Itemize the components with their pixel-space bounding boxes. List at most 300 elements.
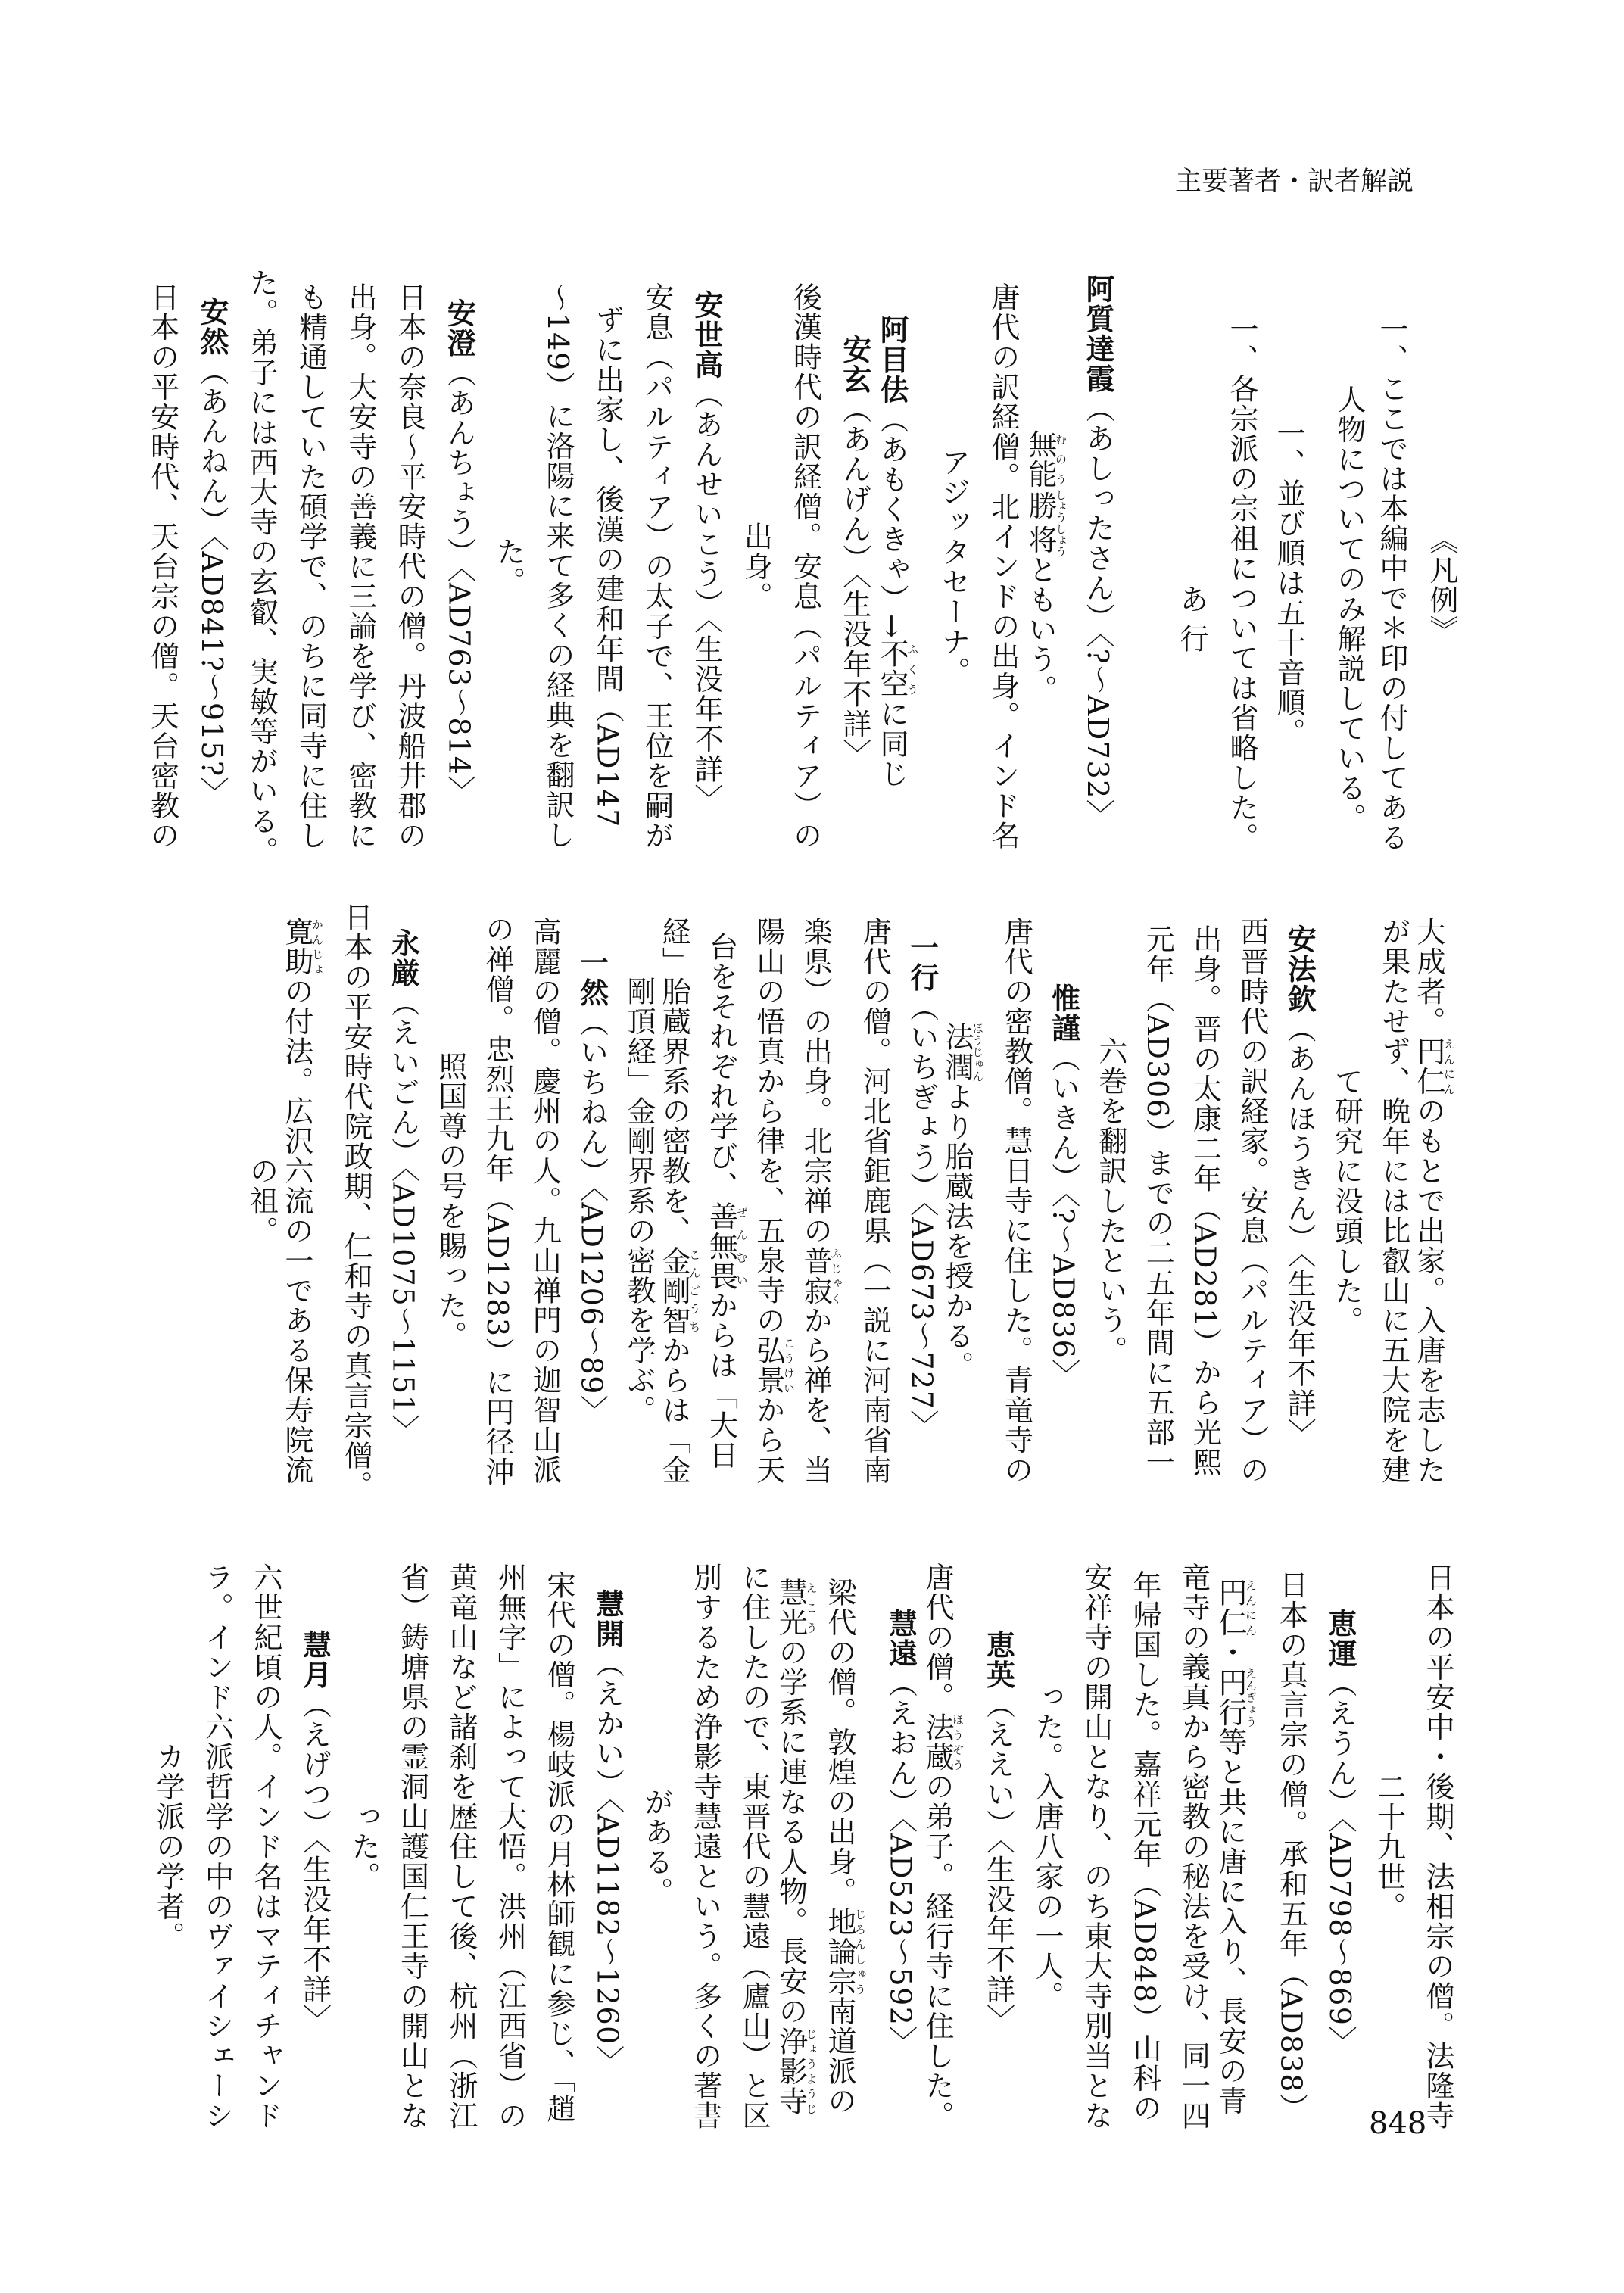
entry-text-line xyxy=(1013,1506,1062,2157)
furigana-reading: しょう xyxy=(1053,522,1068,557)
section-title xyxy=(1112,226,1206,877)
text-run: が果たせず、晩年には比叡山に五大院を建 xyxy=(1376,917,1410,1485)
text-run: 出身。大安寺の善義に三論を学び、密教に xyxy=(343,282,377,851)
text-run: 一、各宗派の宗祖については省略した。 xyxy=(1224,313,1258,852)
text-run: から天 xyxy=(751,1395,785,1485)
furigana-reading: ぜんむい xyxy=(734,1201,749,1291)
text-run: 陽山の悟真から律を、五泉寺の xyxy=(751,917,785,1336)
line-content xyxy=(417,1022,467,1351)
ruby-base: 金剛智 xyxy=(657,1245,691,1336)
ruby-annotated-word xyxy=(774,1578,818,1637)
ruby-base: 円仁 xyxy=(1411,1036,1445,1097)
text-run: からは「大日 xyxy=(704,1291,738,1470)
entry-text-line xyxy=(465,861,515,1512)
entry-heading-line xyxy=(424,226,477,877)
text-run: ずに出家し、後漢の建和年間（AD147 xyxy=(591,305,625,828)
text-run: からは「金 xyxy=(657,1335,691,1485)
text-run: 西晋時代の訳経家。安息（パルティア）の xyxy=(1235,917,1269,1485)
line-content xyxy=(1112,441,1206,663)
entry-text-line xyxy=(1159,1506,1211,2157)
furigana-reading: じょうようじ xyxy=(804,2026,818,2116)
text-run: 出身。晋の太康二年（AD281）から光熙 xyxy=(1188,924,1222,1478)
entry-heading-line xyxy=(964,1506,1016,2157)
text-run: 等と共に唐に入り、長安の青 xyxy=(1214,1727,1247,2116)
line-content xyxy=(1067,274,1115,830)
line-content xyxy=(622,253,674,851)
entry-text-line xyxy=(795,861,842,1512)
entry-heading-line xyxy=(370,861,421,1512)
entry-text-line xyxy=(326,226,375,877)
line-content xyxy=(820,335,872,769)
text-run: （あんねん）〈AD841?〜915?〉 xyxy=(195,356,229,808)
line-content xyxy=(226,238,279,866)
furigana-reading: ほうぞう xyxy=(951,1712,965,1772)
line-content xyxy=(918,418,971,687)
entry-text-line xyxy=(475,1506,525,2157)
line-content xyxy=(842,887,892,1485)
line-content xyxy=(1078,1007,1125,1366)
text-run: （えうん）〈AD798〜869〉 xyxy=(1323,1668,1357,2056)
text-run: 経」胎蔵界系の密教を、 xyxy=(657,917,691,1246)
line-content xyxy=(1257,1541,1306,2123)
text-run: の祖。 xyxy=(245,1156,279,1246)
entry-text-line xyxy=(1172,861,1222,1512)
text-run: 〜149）に洛陽に来て多くの経典を翻訳し xyxy=(541,283,575,850)
line-content xyxy=(768,1548,818,2116)
line-content xyxy=(1256,357,1303,748)
entry-text-line xyxy=(1408,861,1455,1512)
text-run: 日本の真言宗の僧。承和五年（AD838） xyxy=(1274,1570,1308,2123)
line-content xyxy=(869,315,918,789)
entry-text-line xyxy=(134,1506,183,2157)
text-run: 年帰国した。嘉祥元年（AD848）山科の xyxy=(1128,1570,1161,2123)
entry-headword: 阿質達霞 xyxy=(1080,274,1115,394)
line-content xyxy=(1018,400,1067,705)
line-content xyxy=(323,873,373,1500)
entry-text-line xyxy=(720,1506,769,2157)
entry-text-line xyxy=(968,226,1020,877)
entry-text-line xyxy=(226,226,279,877)
ruby-annotated-word xyxy=(1214,1578,1258,1637)
line-content xyxy=(983,887,1033,1485)
text-run: （あもくきゃ）→ xyxy=(875,404,909,640)
entry-headword: 慧開 xyxy=(591,1588,625,1649)
text-run: 六巻を翻訳したという。 xyxy=(1093,1036,1127,1366)
furigana-reading: ふくう xyxy=(906,639,920,699)
ruby-annotated-word xyxy=(1023,488,1068,523)
line-content xyxy=(280,1630,332,2034)
entry-heading-line xyxy=(573,1506,625,2157)
entry-headword: 恵運 xyxy=(1323,1608,1357,1668)
entry-text-line xyxy=(622,1506,672,2157)
entry-text-line xyxy=(276,861,323,1512)
text-run: 照国尊の号を賜った。 xyxy=(433,1051,467,1351)
text-run: （えげつ）〈生没年不詳〉 xyxy=(298,1690,332,2034)
entry-text-line xyxy=(229,861,279,1512)
ruby-base: 地論宗 xyxy=(823,1906,856,1996)
text-run: 一、並び順は五十音順。 xyxy=(1271,418,1305,748)
furigana-reading: えんにん xyxy=(1244,1578,1258,1637)
line-content xyxy=(770,253,822,851)
text-run: に住したので、東晋代の慧遠（廬山）と区 xyxy=(737,1562,771,2131)
line-content xyxy=(134,1712,183,1952)
line-content xyxy=(182,1533,232,2131)
line-content xyxy=(700,902,747,1470)
furigana-reading: かんじょ xyxy=(310,917,324,977)
line-content xyxy=(968,253,1020,851)
entry-text-line xyxy=(523,226,575,877)
entry-text-line xyxy=(182,1506,232,2157)
entry-heading-line xyxy=(889,861,940,1512)
furigana-reading: えこう xyxy=(804,1578,818,1637)
line-content xyxy=(795,887,842,1485)
text-run: て研究に没頭した。 xyxy=(1329,1066,1364,1336)
ruby-base: 将 xyxy=(1023,522,1057,557)
entry-text-line xyxy=(818,1506,867,2157)
entry-text-line xyxy=(937,861,983,1512)
text-run: 楽県）の出身。北宗禅の xyxy=(799,917,833,1246)
ruby-annotated-word xyxy=(875,639,920,699)
entry-text-line xyxy=(417,861,467,1512)
text-run: （ええい）〈生没年不詳〉 xyxy=(981,1690,1015,2034)
line-content xyxy=(721,492,773,612)
line-content xyxy=(672,290,724,814)
entry-text-line xyxy=(1361,861,1410,1512)
entry-text-line xyxy=(983,861,1033,1512)
text-run: 省）鋳塘県の霊洞山護国仁王寺の開山とな xyxy=(395,1562,429,2131)
text-run: 安祥寺の開山となり、のち東大寺別当とな xyxy=(1079,1562,1113,2131)
text-run: アジッタセーナ。 xyxy=(937,447,971,687)
line-content xyxy=(653,887,700,1485)
line-content xyxy=(572,276,625,828)
entry-heading-line xyxy=(1267,861,1317,1512)
text-run: 剛頂経」金剛界系の密教を学ぶ。 xyxy=(622,977,656,1425)
text-run: 人物についてのみ解説している。 xyxy=(1332,384,1366,833)
text-run: 日本の平安時代、天台宗の僧。天台密教の xyxy=(145,282,179,851)
legend-line xyxy=(1406,226,1456,877)
line-content xyxy=(1364,252,1406,852)
line-content xyxy=(1013,1653,1062,2011)
furigana-reading: こうけい xyxy=(781,1335,796,1396)
entry-headword: 一然 xyxy=(575,947,609,1008)
ruby-annotated-word xyxy=(1214,1667,1258,1728)
text-run: の禅僧。忠烈王九年（AD1283）に円径沖 xyxy=(481,914,515,1488)
text-tier-lower xyxy=(134,1506,1453,2157)
entry-text-line xyxy=(512,861,562,1512)
entry-heading-line xyxy=(866,1506,918,2157)
line-content xyxy=(964,1630,1016,2034)
line-content xyxy=(276,887,323,1485)
ruby-annotated-word xyxy=(940,1021,985,1082)
text-run: 六世紀頃の人。インド名はマティチャンド xyxy=(249,1562,282,2131)
text-run: 大成者。 xyxy=(1411,917,1445,1037)
entry-text-line xyxy=(323,861,373,1512)
line-content xyxy=(606,947,656,1425)
line-content xyxy=(1406,459,1456,645)
entry-text-line xyxy=(378,1506,427,2157)
entry-text-line xyxy=(525,1506,574,2157)
ruby-annotated-word xyxy=(921,1712,965,1772)
legend-line xyxy=(1256,226,1303,877)
entry-headword: 一行 xyxy=(905,933,940,992)
text-run: 梁代の僧。敦煌の出身。 xyxy=(823,1578,856,1907)
line-content xyxy=(370,928,421,1444)
text-run: あ行 xyxy=(1174,584,1208,663)
furigana-reading: えんにん xyxy=(1442,1036,1456,1097)
text-run: カ学派の学者。 xyxy=(151,1742,185,1952)
entry-headword: 永厳 xyxy=(386,928,421,989)
ruby-base: 寛助 xyxy=(279,917,313,977)
ruby-base: 勝 xyxy=(1023,488,1057,523)
text-run: 安息（パルティア）の太子で、王位を嗣が xyxy=(640,282,674,851)
ruby-base: 不空 xyxy=(875,639,909,699)
text-run: 唐代の訳経僧。北インドの出身。インド名 xyxy=(986,282,1020,851)
text-run: の付法。広沢六流の一である保寿院流 xyxy=(279,977,313,1485)
entry-heading-line xyxy=(672,226,724,877)
entry-heading-line xyxy=(869,226,918,877)
line-content xyxy=(1361,887,1410,1485)
text-run: ・ xyxy=(1214,1637,1247,1668)
furigana-reading: こんごうち xyxy=(687,1245,702,1336)
text-run: 別するため浄影寺慧遠という。多くの著書 xyxy=(688,1562,722,2131)
text-run: に同じ xyxy=(875,699,909,789)
text-run: も精通していた碩学で、のちに同寺に住し xyxy=(294,282,328,851)
entry-text-line xyxy=(473,226,525,877)
text-run: 日本の奈良〜平安時代の僧。丹波船井郡の xyxy=(393,282,427,851)
text-run: ともいう。 xyxy=(1023,554,1057,705)
line-content xyxy=(1206,252,1256,852)
entry-headword: 安法欽 xyxy=(1283,924,1317,1014)
line-content xyxy=(1408,887,1455,1485)
text-run: 出身。 xyxy=(739,522,773,612)
text-run: 日本の平安中・後期、法相宗の僧。法隆寺 xyxy=(1421,1562,1454,2131)
text-run: （あんちょう）〈AD763〜814〉 xyxy=(442,358,476,805)
text-run: 一、ここでは本編中で＊印の付してある xyxy=(1374,313,1408,852)
text-run: 宋代の僧。楊岐派の月林師観に参じ、「趙 xyxy=(542,1569,575,2124)
entry-heading-line xyxy=(280,1506,332,2157)
text-run: （あしったさん）〈?〜AD732〉 xyxy=(1080,394,1114,830)
entry-headword: 慧月 xyxy=(298,1630,332,1690)
entry-text-line xyxy=(1354,1506,1404,2157)
line-content xyxy=(232,1533,281,2131)
text-run: のもとで出家。入唐を志した xyxy=(1411,1096,1445,1485)
text-run: （えおん）〈AD523〜592〉 xyxy=(884,1668,918,2056)
line-content xyxy=(1314,1037,1364,1336)
line-content xyxy=(424,298,477,805)
line-content xyxy=(559,947,609,1425)
entry-heading-line xyxy=(177,226,229,877)
ruby-base: 浄影寺 xyxy=(774,2026,808,2116)
entry-text-line xyxy=(721,226,773,877)
entry-headword: 恵英 xyxy=(981,1630,1016,1690)
ruby-annotated-word xyxy=(657,1245,702,1336)
text-run: （あんほうきん）〈生没年不詳〉 xyxy=(1283,1014,1317,1448)
entry-text-line xyxy=(915,1506,965,2157)
entry-text-line xyxy=(1220,861,1267,1512)
line-content xyxy=(818,1548,867,2116)
line-content xyxy=(1208,1548,1258,2116)
text-run: （いちぎょう）〈AD673〜727〉 xyxy=(905,992,939,1440)
ruby-base: 善無畏 xyxy=(704,1201,738,1291)
entry-text-line xyxy=(1018,226,1067,877)
text-run: （いきん）〈?〜AD836〉 xyxy=(1046,1043,1080,1389)
line-content xyxy=(1061,1533,1111,2131)
text-run: た。弟子には西大寺の玄叡、実敏等がいる。 xyxy=(245,267,279,866)
line-content xyxy=(326,253,375,851)
line-content xyxy=(473,507,525,597)
text-run: （あんげん）〈生没年不詳〉 xyxy=(837,394,871,769)
text-run: った。 xyxy=(347,1802,380,1892)
ruby-annotated-word xyxy=(704,1201,749,1291)
ruby-base: 弘景 xyxy=(751,1335,785,1396)
line-content xyxy=(523,254,575,850)
ruby-base: 法潤 xyxy=(940,1021,974,1082)
entry-text-line xyxy=(1314,861,1364,1512)
text-run: から禅を、当 xyxy=(799,1305,833,1485)
entry-text-line xyxy=(918,226,971,877)
line-content xyxy=(1267,924,1317,1448)
text-tier-middle xyxy=(229,861,1455,1512)
entry-text-line xyxy=(329,1506,379,2157)
furigana-reading: じろんしゅう xyxy=(853,1906,867,1996)
entry-headword: 慧遠 xyxy=(884,1608,918,1668)
entry-text-line xyxy=(748,861,795,1512)
furigana-reading: むのう xyxy=(1053,428,1068,489)
text-run: （あんせいこう）〈生没年不詳〉 xyxy=(689,379,723,814)
ruby-annotated-word xyxy=(823,1906,867,1997)
text-run: 唐代の密教僧。慧日寺に住した。青竜寺の xyxy=(999,917,1033,1485)
line-content xyxy=(1125,895,1175,1478)
page-number: 848 xyxy=(1369,2106,1427,2141)
legend-line xyxy=(1364,226,1406,877)
ruby-annotated-word xyxy=(1023,428,1068,489)
text-run: 高麗の僧。慶州の人。九山禅門の迦智山派 xyxy=(528,917,562,1485)
text-run: 元年（AD306）までの二五年間に五部一 xyxy=(1141,924,1175,1478)
text-run: がある。 xyxy=(640,1787,673,1907)
entry-text-line xyxy=(1257,1506,1306,2157)
entry-text-line xyxy=(700,861,747,1512)
text-run: の学系に連なる人物。長安の xyxy=(774,1637,808,2027)
line-content xyxy=(748,887,795,1485)
line-content xyxy=(915,1533,965,2131)
entry-headword: 阿目佉 xyxy=(875,315,910,405)
ruby-base: 法蔵 xyxy=(921,1712,954,1772)
entry-text-line xyxy=(606,861,656,1512)
entry-text-line xyxy=(1061,1506,1111,2157)
line-content xyxy=(622,1758,672,1907)
text-run: 台をそれぞれ学び、 xyxy=(704,932,738,1201)
ruby-annotated-word xyxy=(751,1335,796,1396)
entry-text-line xyxy=(572,226,625,877)
entry-text-line xyxy=(232,1506,281,2157)
entry-heading-line xyxy=(1306,1506,1355,2157)
entry-text-line xyxy=(671,1506,720,2157)
text-run: ラ。インド六派哲学の中のヴァイシェーシ xyxy=(200,1562,234,2131)
line-content xyxy=(1303,271,1364,833)
entry-text-line xyxy=(1111,1506,1160,2157)
text-run: 唐代の僧。 xyxy=(921,1562,954,1712)
entry-text-line xyxy=(842,861,892,1512)
line-content xyxy=(127,253,179,851)
text-run: た。 xyxy=(491,537,525,597)
entry-headword: 惟謹 xyxy=(1046,983,1081,1044)
entry-text-line xyxy=(1078,861,1125,1512)
line-content xyxy=(465,885,515,1488)
line-content xyxy=(475,1533,525,2131)
entry-text-line xyxy=(768,1506,818,2157)
entry-text-line xyxy=(770,226,822,877)
line-content xyxy=(427,1533,476,2131)
line-content xyxy=(229,1126,279,1246)
ruby-base: 慧光 xyxy=(774,1578,808,1637)
line-content xyxy=(375,253,427,851)
line-content xyxy=(512,887,562,1485)
ruby-base: 円仁 xyxy=(1214,1578,1247,1637)
ruby-annotated-word xyxy=(799,1245,843,1306)
running-header: 主要著者・訳者解説 xyxy=(1175,167,1414,197)
text-run: った。入唐八家の一人。 xyxy=(1030,1682,1064,2011)
text-run: 黄竜山など諸刹を歴住して後、杭州（浙江 xyxy=(444,1562,478,2131)
line-content xyxy=(1404,1533,1453,2131)
text-run: （えいごん）〈AD1075〜1151〉 xyxy=(386,988,420,1444)
legend-line xyxy=(1303,226,1364,877)
entry-headword: 安然 xyxy=(195,296,229,357)
entry-text-line xyxy=(276,226,328,877)
line-content xyxy=(1354,1743,1404,1922)
text-run: 竜寺の義真から密教の秘法を受け、同一四 xyxy=(1177,1562,1211,2131)
entry-text-line xyxy=(127,226,179,877)
entry-text-line xyxy=(653,861,700,1512)
entry-headword: 安世高 xyxy=(689,290,724,380)
text-run: 日本の平安時代院政期、仁和寺の真言宗僧。 xyxy=(339,902,373,1500)
text-run: より胎蔵法を授かる。 xyxy=(940,1081,974,1381)
entry-headword: 安澄 xyxy=(442,298,477,358)
entry-text-line xyxy=(427,1506,476,2157)
line-content xyxy=(1159,1533,1211,2131)
line-content xyxy=(937,992,983,1381)
legend-line xyxy=(1206,226,1256,877)
line-content xyxy=(1172,895,1222,1478)
line-content xyxy=(573,1588,625,2076)
entry-text-line xyxy=(622,226,674,877)
ruby-base: 円行 xyxy=(1214,1667,1247,1728)
text-run: の弟子。経行寺に住した。 xyxy=(921,1771,954,2131)
entry-text-line xyxy=(1125,861,1175,1512)
line-content xyxy=(720,1533,769,2131)
line-content xyxy=(1030,983,1081,1389)
line-content xyxy=(1111,1541,1160,2123)
ruby-annotated-word xyxy=(1023,522,1068,557)
entry-heading-line xyxy=(559,861,609,1512)
line-content xyxy=(671,1533,720,2131)
furigana-reading: しょう xyxy=(1053,488,1068,523)
line-content xyxy=(378,1533,427,2131)
text-run: 二十九世。 xyxy=(1372,1771,1406,1922)
entry-heading-line xyxy=(1030,861,1081,1512)
text-run: 唐代の僧。河北省鉅鹿県（一説に河南省南 xyxy=(858,917,892,1485)
line-content xyxy=(889,933,940,1440)
ruby-base: 無能 xyxy=(1023,428,1057,489)
text-run: 州無字」によって大悟。洪州（江西省）の xyxy=(493,1562,527,2131)
line-content xyxy=(866,1608,918,2056)
line-content xyxy=(525,1541,574,2124)
text-run: （いちねん）〈AD1206〜89〉 xyxy=(575,1007,609,1425)
text-run: 南道派の xyxy=(823,1996,856,2116)
furigana-reading: ほうじゅん xyxy=(971,1021,985,1082)
ruby-annotated-word xyxy=(1411,1036,1456,1097)
entry-heading-line xyxy=(820,226,872,877)
line-content xyxy=(1306,1609,1355,2056)
